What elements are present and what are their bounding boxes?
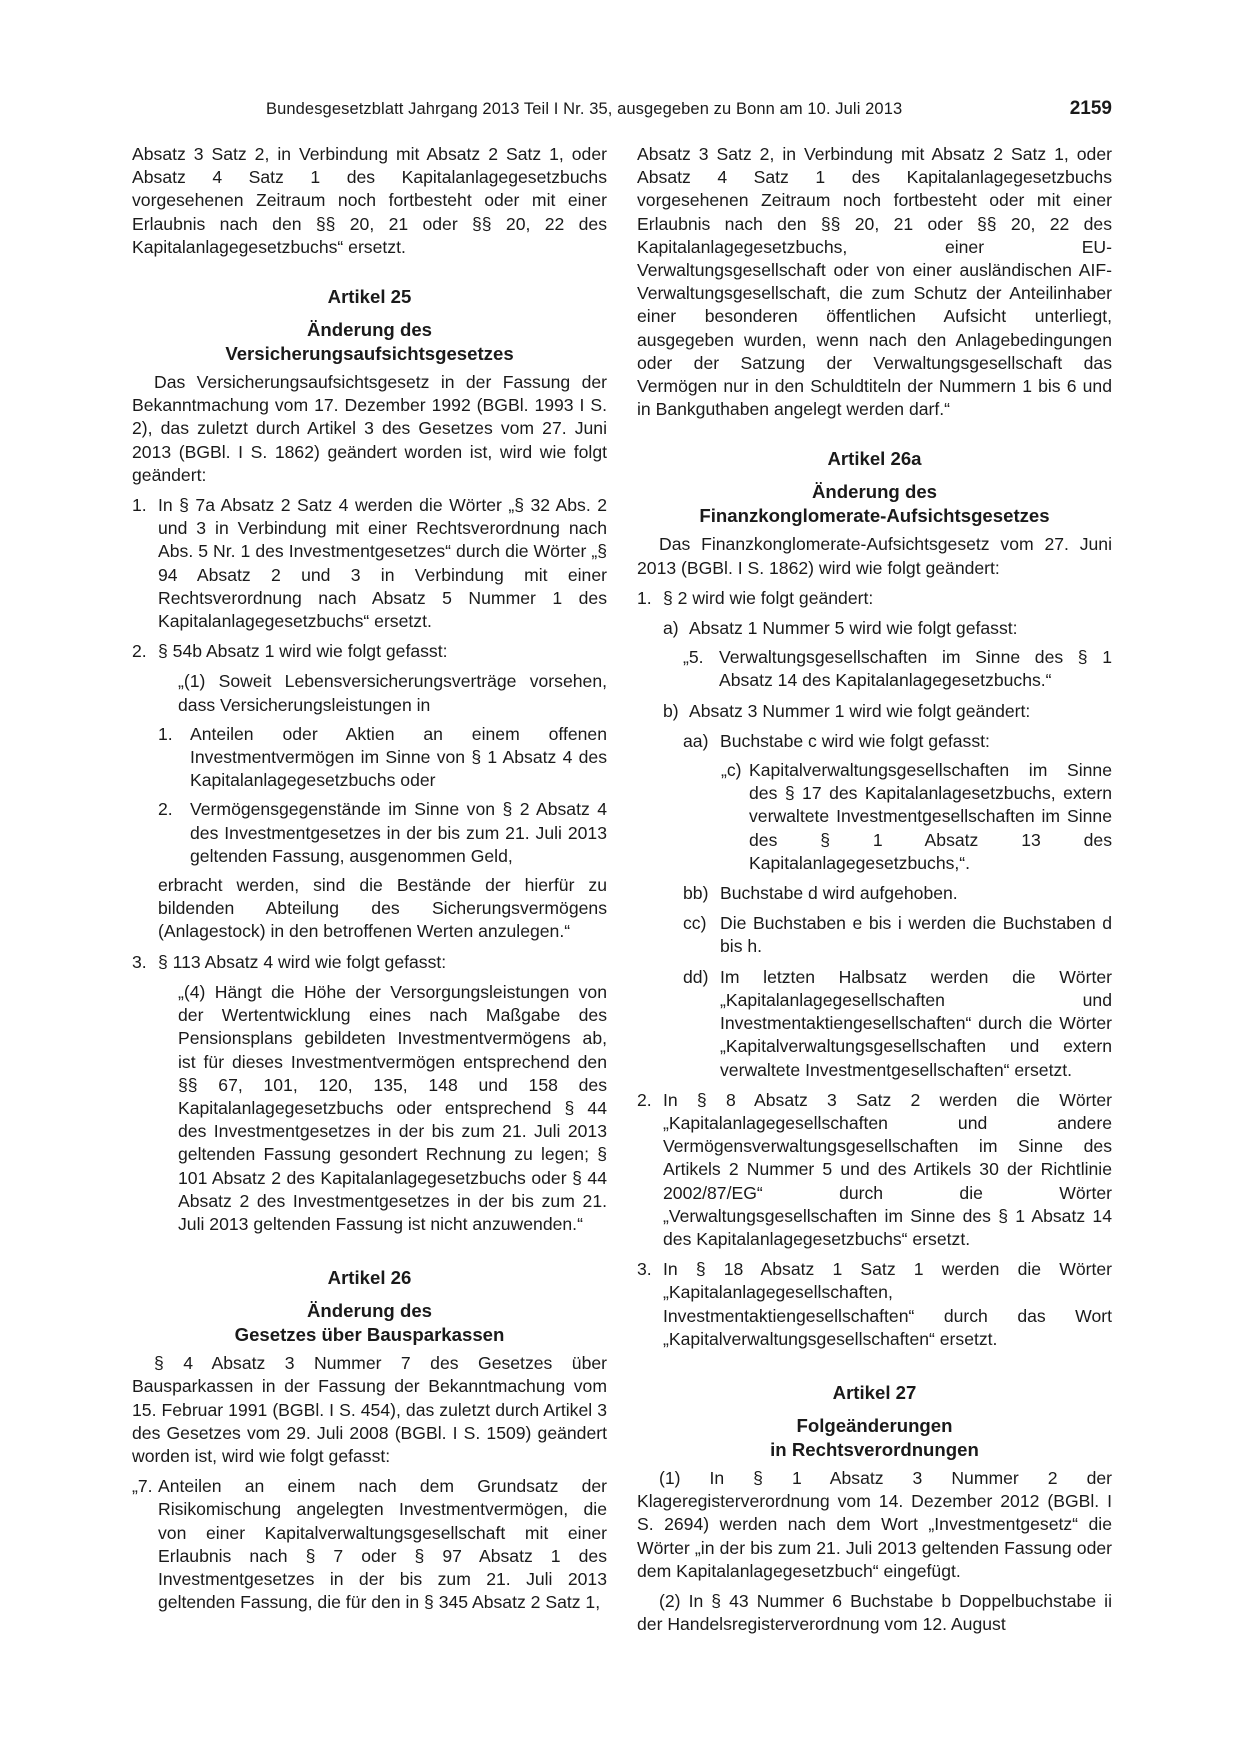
- article-lead-paragraph: § 4 Absatz 3 Nummer 7 des Gesetzes über Bausparkassen in der Fassung der Bekanntmachung vom 15. Februar 1991 (BGBl. I S. 454), das zuletzt durch Artikel 3 des Gesetzes vom 29. Juli 2008 (BGBl. I S. 1509) geändert worden ist, wird wie folgt gefasst:: [132, 1353, 607, 1466]
- article-title-line: Finanzkonglomerate-Aufsichtsgesetzes: [699, 505, 1050, 527]
- quoted-text-continuation: erbracht werden, sind die Bestände der hierfür zu bildenden Abteilung des Sicherungsvermögens (Anlagestock) in den betroffenen Werten anzulegen.“: [158, 875, 607, 942]
- item-number: 1.: [158, 723, 173, 744]
- item-text: Kapitalverwaltungsgesellschaften im Sinne des § 17 des Kapitalanlagesetzbuchs, extern verwaltete Investmentgesellschaften im Sinne des § 1 Absatz 13 des Kapitalanlagegesetzbuchs,“.: [749, 760, 1112, 873]
- right-column: [637, 143, 1112, 1636]
- item-number: 3.: [637, 1259, 652, 1280]
- item-text: Verwaltungsgesellschaften im Sinne des § 1 Absatz 14 des Kapitalanlagegesetzbuchs.“: [719, 647, 1112, 691]
- list-item: [132, 640, 607, 663]
- article-title-26: [132, 1299, 607, 1347]
- article-title-line: Versicherungsaufsichtsgesetzes: [225, 343, 514, 365]
- item-number: a): [663, 618, 679, 639]
- article-title-line: in Rechtsverordnungen: [770, 1438, 979, 1460]
- paragraph: (1) In § 1 Absatz 3 Nummer 2 der Klageregisterverordnung vom 14. Dezember 2012 (BGBl. I S. 2694) werden nach dem Wort „Investmentgesetz“ die Wörter „in der bis zum 21. Juli 2013 geltenden Fassung oder dem Kapitalanlagegesetzbuch“ eingefügt.: [637, 1467, 1112, 1581]
- article-title-line: Änderung des: [307, 319, 432, 341]
- list-item: [637, 1089, 1112, 1251]
- item-number: dd): [683, 966, 709, 987]
- article-heading-25: Artikel 25: [327, 286, 412, 308]
- list-item: [132, 951, 607, 974]
- item-number: 1.: [637, 587, 652, 608]
- item-text: Absatz 1 Nummer 5 wird wie folgt gefasst:: [689, 618, 1018, 639]
- article-lead-paragraph: Das Finanzkonglomerate-Aufsichtsgesetz vom 27. Juni 2013 (BGBl. I S. 1862) wird wie folgt geändert:: [637, 534, 1112, 578]
- sub-list-item: [637, 700, 1112, 723]
- list-item: [637, 1258, 1112, 1351]
- item-text: Absatz 3 Nummer 1 wird wie folgt geändert:: [689, 700, 1031, 721]
- article-title-25: [132, 318, 607, 366]
- article-title-line: Änderung des: [812, 481, 937, 503]
- list-item: [132, 1475, 607, 1614]
- item-text: § 2 wird wie folgt geändert:: [663, 587, 874, 608]
- item-number: b): [663, 700, 679, 721]
- continuation-paragraph: Absatz 3 Satz 2, in Verbindung mit Absatz 2 Satz 1, oder Absatz 4 Satz 1 des Kapitalanlagegesetzbuchs vorgesehenen Zeitraum noch fortbesteht oder mit einer Erlaubnis nach den §§ 20, 21 oder §§ 20, 22 des Kapitalanlagegesetzbuchs, einer EU-Verwaltungsgesellschaft oder von einer ausländischen AIF-Verwaltungsgesellschaft, die zum Schutz der Anteilinhaber einer besonderen öffentlichen Aufsicht unterliegt, ausgegeben wurden, wenn nach den Anlagebedingungen oder der Satzung der Verwaltungsgesellschaft das Vermögen nur in den Schuldtiteln der Nummern 1 bis 6 und in Bankguthaben angelegt werden darf.“: [637, 144, 1112, 420]
- quoted-text: „(1) Soweit Lebensversicherungsverträge vorsehen, dass Versicherungsleistungen in: [178, 671, 607, 715]
- sub-sub-list-item: [637, 882, 1112, 905]
- list-item: [132, 494, 607, 633]
- item-number: bb): [683, 883, 709, 904]
- item-text: Anteilen oder Aktien an einem offenen Investmentvermögen im Sinne von § 1 Absatz 4 des Kapitalanlagegesetzbuchs oder: [190, 723, 607, 791]
- item-number: aa): [683, 730, 709, 751]
- item-text: Buchstabe d wird aufgehoben.: [720, 883, 958, 904]
- sub-sub-list-item: [637, 966, 1112, 1082]
- article-title-line: Gesetzes über Bausparkassen: [234, 1324, 505, 1346]
- item-text: In § 7a Absatz 2 Satz 4 werden die Wörter „§ 32 Abs. 2 und 3 in Verbindung mit einer Rechtsverordnung nach Abs. 5 Nr. 1 des Investmentgesetzes“ durch die Wörter „§ 94 Absatz 2 und 3 in Verbindung mit einer Rechtsverordnung nach Absatz 5 Nummer 1 des Kapitalanlagegesetzbuchs“ ersetzt.: [158, 495, 607, 632]
- item-text: Buchstabe c wird wie folgt gefasst:: [720, 730, 990, 751]
- article-lead-paragraph: Das Versicherungsaufsichtsgesetz in der Fassung der Bekanntmachung vom 17. Dezember 1992 (BGBl. 1993 I S. 2), das zuletzt durch Artikel 3 des Gesetzes vom 27. Juni 2013 (BGBl. I S. 1862) geändert worden ist, wird wie folgt geändert:: [132, 372, 607, 485]
- list-item: [637, 587, 1112, 610]
- sub-sub-list-item: [637, 730, 1112, 753]
- item-number: 2.: [132, 641, 147, 662]
- left-column: [132, 143, 607, 1614]
- item-number: 2.: [158, 799, 173, 820]
- quoted-list-item: [637, 646, 1112, 692]
- article-heading-26a: Artikel 26a: [827, 448, 922, 470]
- continuation-paragraph: Absatz 3 Satz 2, in Verbindung mit Absatz 2 Satz 1, oder Absatz 4 Satz 1 des Kapitalanlagegesetzbuchs vorgesehenen Zeitraum noch fortbesteht oder mit einer Erlaubnis nach den §§ 20, 21 oder §§ 20, 22 des Kapitalanlagegesetzbuchs“ ersetzt.: [132, 144, 607, 257]
- item-text: Im letzten Halbsatz werden die Wörter „Kapitalanlagegesellschaften und Investmentaktiengesellschaften“ durch die Wörter „Kapitalverwaltungsgesellschaften und extern verwaltete Investmentgesellschaften“ ersetzt.: [720, 966, 1112, 1080]
- item-number: cc): [683, 913, 707, 934]
- item-text: § 113 Absatz 4 wird wie folgt gefasst:: [158, 951, 447, 972]
- item-text: In § 18 Absatz 1 Satz 1 werden die Wörter „Kapitalanlagegesellschaften, Investmentaktiengesellschaften“ durch das Wort „Kapitalverwaltungsgesellschaften“ ersetzt.: [663, 1259, 1112, 1349]
- quoted-list-item: [637, 759, 1112, 875]
- item-number: 2.: [637, 1089, 652, 1110]
- article-title-26a: [637, 480, 1112, 528]
- article-title-27: [637, 1414, 1112, 1462]
- page-header: [132, 100, 1112, 126]
- paragraph: (2) In § 43 Nummer 6 Buchstabe b Doppelbuchstabe ii der Handelsregisterverordnung vom 12. August: [637, 1590, 1112, 1635]
- article-heading-26: Artikel 26: [327, 1267, 412, 1289]
- item-number: „5.: [683, 647, 704, 668]
- quoted-list-item: [132, 798, 607, 868]
- item-text: Vermögensgegenstände im Sinne von § 2 Absatz 4 des Investmentgesetzes in der bis zum 21. Juli 2013 geltenden Fassung, ausgenommen Geld,: [190, 799, 607, 866]
- gazette-header-title: Bundesgesetzblatt Jahrgang 2013 Teil I Nr. 35, ausgegeben zu Bonn am 10. Juli 2013: [266, 100, 903, 118]
- article-heading-27: Artikel 27: [832, 1381, 917, 1403]
- article-title-line: Änderung des: [307, 1300, 432, 1322]
- item-text: In § 8 Absatz 3 Satz 2 werden die Wörter „Kapitalanlagegesellschaften und andere Vermögensverwaltungsgesellschaften im Sinne des Artikels 2 Nummer 5 und des Artikels 30 der Richtlinie 2002/87/EG“ durch die Wörter „Verwaltungsgesellschaften im Sinne des § 1 Absatz 14 des Kapitalanlagegesetzbuchs“ ersetzt.: [663, 1089, 1112, 1249]
- item-text: Anteilen an einem nach dem Grundsatz der Risikomischung angelegten Investmentvermögen, die von einer Kapitalverwaltungsgesellschaft mit einer Erlaubnis nach § 7 oder § 97 Absatz 1 des Investmentgesetzes in der bis zum 21. Juli 2013 geltenden Fassung, die für den in § 345 Absatz 2 Satz 1,: [158, 1476, 607, 1613]
- article-title-line: Folgeänderungen: [796, 1414, 953, 1436]
- item-number: „7.: [132, 1476, 153, 1497]
- sub-list-item: [637, 617, 1112, 640]
- quoted-text: „(4) Hängt die Höhe der Versorgungsleistungen von der Wertentwicklung eines nach Maßgabe des Pensionsplans gebildeten Investmentvermögens ab, ist für dieses Investmentvermögen entsprechend den §§ 67, 101, 120, 135, 148 und 158 des Kapitalanlagegesetzbuchs oder entsprechend § 44 des Investmentgesetzes in der bis zum 21. Juli 2013 geltenden Fassung gesondert Rechnung zu legen; § 101 Absatz 2 des Kapitalanlagegesetzbuchs oder § 44 Absatz 2 des Investmentgesetzes in der bis zum 21. Juli 2013 geltenden Fassung ist nicht anzuwenden.“: [178, 981, 607, 1234]
- quoted-list-item: [132, 723, 607, 793]
- item-number: „c): [721, 760, 742, 781]
- sub-sub-list-item: [637, 912, 1112, 958]
- item-number: 3.: [132, 951, 147, 972]
- item-number: 1.: [132, 495, 147, 516]
- item-text: § 54b Absatz 1 wird wie folgt gefasst:: [158, 641, 448, 662]
- item-text: Die Buchstaben e bis i werden die Buchstaben d bis h.: [720, 913, 1112, 957]
- page-number: 2159: [1069, 98, 1112, 119]
